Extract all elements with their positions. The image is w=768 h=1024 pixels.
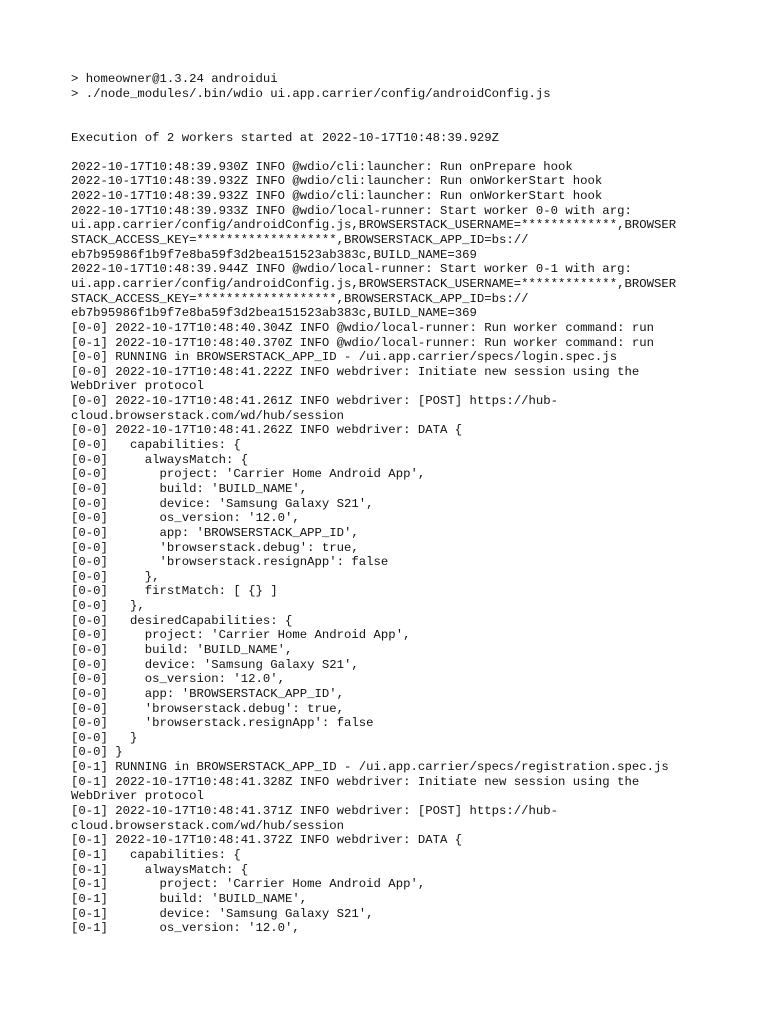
log-line: STACK_ACCESS_KEY=*******************,BROWSERSTACK_APP_ID=bs:// — [71, 291, 529, 306]
log-line: [0-0] project: 'Carrier Home Android App', — [71, 628, 411, 643]
log-line: [0-0] firstMatch: [ {} ] — [71, 584, 278, 599]
log-line: [0-0] 2022-10-17T10:48:41.261Z INFO webdriver: [POST] https://hub- — [71, 394, 559, 409]
log-line: [0-0] } — [71, 730, 138, 745]
log-line: [0-1] device: 'Samsung Galaxy S21', — [71, 906, 374, 921]
log-line: [0-1] capabilities: { — [71, 847, 241, 862]
blank-spacer — [71, 101, 711, 116]
log-line: 2022-10-17T10:48:39.944Z INFO @wdio/local-runner: Start worker 0-1 with arg: — [71, 262, 632, 277]
blank-spacer — [71, 145, 711, 160]
log-line: cloud.browserstack.com/wd/hub/session — [71, 408, 345, 423]
log-line: STACK_ACCESS_KEY=*******************,BROWSERSTACK_APP_ID=bs:// — [71, 233, 529, 248]
log-line: [0-1] 2022-10-17T10:48:41.371Z INFO webdriver: [POST] https://hub- — [71, 804, 559, 819]
log-line: eb7b95986f1b9f7e8ba59f3d2bea151523ab383c,BUILD_NAME=369 — [71, 247, 477, 262]
log-line: [0-1] 2022-10-17T10:48:40.370Z INFO @wdio/local-runner: Run worker command: run — [71, 335, 654, 350]
log-line: [0-0] }, — [71, 599, 145, 614]
log-line: 2022-10-17T10:48:39.932Z INFO @wdio/cli:launcher: Run onWorkerStart hook — [71, 189, 603, 204]
log-line: [0-0] 2022-10-17T10:48:41.222Z INFO webdriver: Initiate new session using the — [71, 364, 640, 379]
log-line: [0-0] alwaysMatch: { — [71, 452, 249, 467]
log-line: WebDriver protocol — [71, 379, 204, 394]
log-line: 2022-10-17T10:48:39.933Z INFO @wdio/local-runner: Start worker 0-0 with arg: — [71, 203, 632, 218]
log-line: [0-1] 2022-10-17T10:48:41.328Z INFO webdriver: Initiate new session using the — [71, 774, 640, 789]
log-line: ui.app.carrier/config/androidConfig.js,BROWSERSTACK_USERNAME=*************,BROWSER — [71, 218, 677, 233]
log-line: [0-0] desiredCapabilities: { — [71, 613, 293, 628]
log-line: [0-0] RUNNING in BROWSERSTACK_APP_ID - /ui.app.carrier/specs/login.spec.js — [71, 350, 618, 365]
execution-start-line: Execution of 2 workers started at 2022-10-17T10:48:39.929Z — [71, 130, 500, 145]
log-line: 2022-10-17T10:48:39.932Z INFO @wdio/cli:launcher: Run onWorkerStart hook — [71, 174, 603, 189]
log-line: eb7b95986f1b9f7e8ba59f3d2bea151523ab383c,BUILD_NAME=369 — [71, 306, 477, 321]
log-line: ui.app.carrier/config/androidConfig.js,BROWSERSTACK_USERNAME=*************,BROWSER — [71, 276, 677, 291]
header-block — [71, 72, 711, 101]
log-line: 2022-10-17T10:48:39.930Z INFO @wdio/cli:launcher: Run onPrepare hook — [71, 159, 573, 174]
log-line: [0-0] } — [71, 745, 123, 760]
log-line: [0-0] capabilities: { — [71, 438, 241, 453]
log-line: [0-0] build: 'BUILD_NAME', — [71, 481, 308, 496]
log-line: [0-0] 'browserstack.resignApp': false — [71, 555, 389, 570]
log-line: [0-1] project: 'Carrier Home Android App', — [71, 877, 426, 892]
log-line: [0-0] 2022-10-17T10:48:41.262Z INFO webdriver: DATA { — [71, 423, 463, 438]
log-body — [71, 160, 711, 936]
log-line: [0-0] }, — [71, 569, 160, 584]
log-line: WebDriver protocol — [71, 789, 204, 804]
log-line: [0-0] app: 'BROWSERSTACK_APP_ID', — [71, 525, 359, 540]
log-line: [0-0] project: 'Carrier Home Android App', — [71, 467, 426, 482]
log-line: [0-0] device: 'Samsung Galaxy S21', — [71, 496, 374, 511]
terminal-log-document — [71, 72, 711, 936]
log-line: [0-0] build: 'BUILD_NAME', — [71, 642, 293, 657]
log-line: [0-0] os_version: '12.0', — [71, 511, 300, 526]
wdio-command-line: > ./node_modules/.bin/wdio ui.app.carrier/config/androidConfig.js — [71, 86, 551, 101]
log-line: [0-0] 'browserstack.debug': true, — [71, 701, 345, 716]
log-line: [0-1] alwaysMatch: { — [71, 862, 249, 877]
log-line: [0-1] RUNNING in BROWSERSTACK_APP_ID - /ui.app.carrier/specs/registration.spec.js — [71, 760, 669, 775]
blank-spacer — [71, 116, 711, 131]
npm-script-line: > homeowner@1.3.24 androidui — [71, 72, 278, 86]
log-line: [0-1] build: 'BUILD_NAME', — [71, 891, 308, 906]
log-line: [0-0] 'browserstack.resignApp': false — [71, 716, 374, 731]
log-line: [0-1] 2022-10-17T10:48:41.372Z INFO webdriver: DATA { — [71, 833, 463, 848]
log-line: [0-0] 'browserstack.debug': true, — [71, 540, 359, 555]
log-line: [0-0] app: 'BROWSERSTACK_APP_ID', — [71, 686, 345, 701]
log-line: [0-1] os_version: '12.0', — [71, 921, 300, 936]
log-line: [0-0] device: 'Samsung Galaxy S21', — [71, 657, 359, 672]
log-line: [0-0] os_version: '12.0', — [71, 672, 286, 687]
log-line: cloud.browserstack.com/wd/hub/session — [71, 818, 345, 833]
log-line: [0-0] 2022-10-17T10:48:40.304Z INFO @wdio/local-runner: Run worker command: run — [71, 320, 654, 335]
